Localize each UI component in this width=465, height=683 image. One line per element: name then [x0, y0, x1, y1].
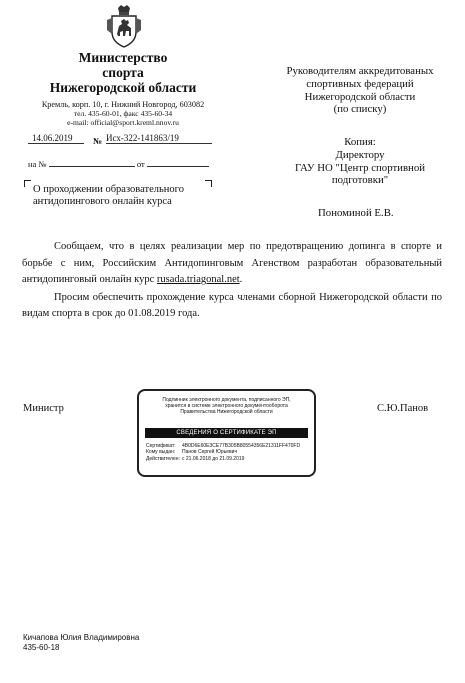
- copy-block: [270, 136, 450, 187]
- subject-corner-left: [24, 180, 31, 187]
- recipient-line1: Руководителям аккредитованых: [286, 65, 434, 77]
- coat-of-arms-icon: [104, 4, 144, 48]
- number-underline: [106, 143, 212, 144]
- stamp-line3: Правительства Нижегородской области: [180, 409, 273, 416]
- reference-line: [28, 158, 209, 169]
- org-name-line3: Нижегородской области: [49, 80, 197, 95]
- copy-line1: Директору: [335, 148, 385, 161]
- body-p1-end: .: [239, 274, 243, 285]
- recipient-line3: Нижегородской области: [304, 90, 416, 103]
- stamp-valid-row: [146, 456, 309, 462]
- recipient-line2: спортивных федераций: [306, 77, 414, 90]
- stamp-header: [145, 397, 308, 416]
- copy-line3: подготовки": [331, 174, 389, 187]
- org-name: [28, 50, 218, 95]
- e-signature-stamp: [137, 389, 316, 477]
- body-p1-text: Сообщаем, что в целях реализации мер по предотвращению допинга в спорте и борьбе с ним, Российским Антидопинговым Агенством разработан образовательный антидопинговый онлайн курс: [22, 241, 442, 285]
- author-phone: 435-60-18: [23, 643, 60, 652]
- signatory-name: С.Ю.Панов: [377, 403, 429, 414]
- ref-date-blank: [147, 158, 209, 167]
- outgoing-number: Исх-322-141863/19: [106, 133, 179, 143]
- recipient-block: [270, 65, 450, 116]
- author-block: [23, 633, 139, 653]
- owner-value: Панов Сергей Юрьевич: [182, 449, 238, 456]
- body-paragraph-1: [22, 239, 442, 289]
- copy-line2: ГАУ НО "Центр спортивной: [294, 161, 426, 174]
- ref-from-label: от: [136, 159, 145, 169]
- valid-value: с 21.06.2018 до 21.09.2019: [182, 455, 245, 462]
- outgoing-date: 14.06.2019: [32, 133, 73, 143]
- date-underline: [28, 143, 84, 144]
- subject: О проходжении образовательного антидопингового онлайн курса: [33, 184, 184, 207]
- org-address-block: [28, 100, 218, 127]
- ref-number-blank: [49, 158, 135, 167]
- org-name-line1: Министерство: [78, 50, 168, 65]
- recipient-line4: (по списку): [333, 103, 387, 116]
- copy-recipient-name: Пономиной Е.В.: [318, 207, 394, 219]
- subject-corner-right: [205, 180, 212, 187]
- body-paragraph-2: Просим обеспечить прохождение курса членами сборной Нижегородской области по видам спорта в срок до 01.08.2019 года.: [22, 291, 442, 319]
- author-name: Кичапова Юлия Владимировна: [23, 633, 140, 642]
- owner-label: Кому выдан:: [146, 449, 176, 456]
- org-phone: тел. 435-60-01, факс 435-60-34: [73, 109, 173, 118]
- copy-label: Копия:: [344, 136, 376, 148]
- stamp-line1: Подлинник электронного документа, подписанного ЭП,: [162, 397, 291, 403]
- org-email: e-mail: official@sport.kreml.nnov.ru: [67, 118, 179, 127]
- course-link[interactable]: rusada.triagonal.net: [156, 274, 240, 285]
- signatory-title: Министр: [23, 403, 64, 414]
- stamp-line2: хранится в системе электронного документооборота: [165, 403, 288, 410]
- ref-number-label: на №: [28, 159, 47, 169]
- org-name-line2: спорта: [102, 65, 144, 80]
- cert-label: Сертификат:: [146, 443, 176, 449]
- number-label: №: [93, 136, 103, 146]
- letter-body: [22, 239, 442, 323]
- valid-label: Действителен:: [146, 455, 180, 462]
- stamp-title-bar: СВЕДЕНИЯ О СЕРТИФИКАТЕ ЭП: [145, 428, 308, 438]
- org-address: Кремль, корп. 10, г. Нижний Новгород, 603082: [41, 100, 205, 109]
- stamp-details: [146, 443, 309, 462]
- cert-value: 4B0D6E60E3CE77B305B80554356E21311FF470FD: [182, 443, 301, 449]
